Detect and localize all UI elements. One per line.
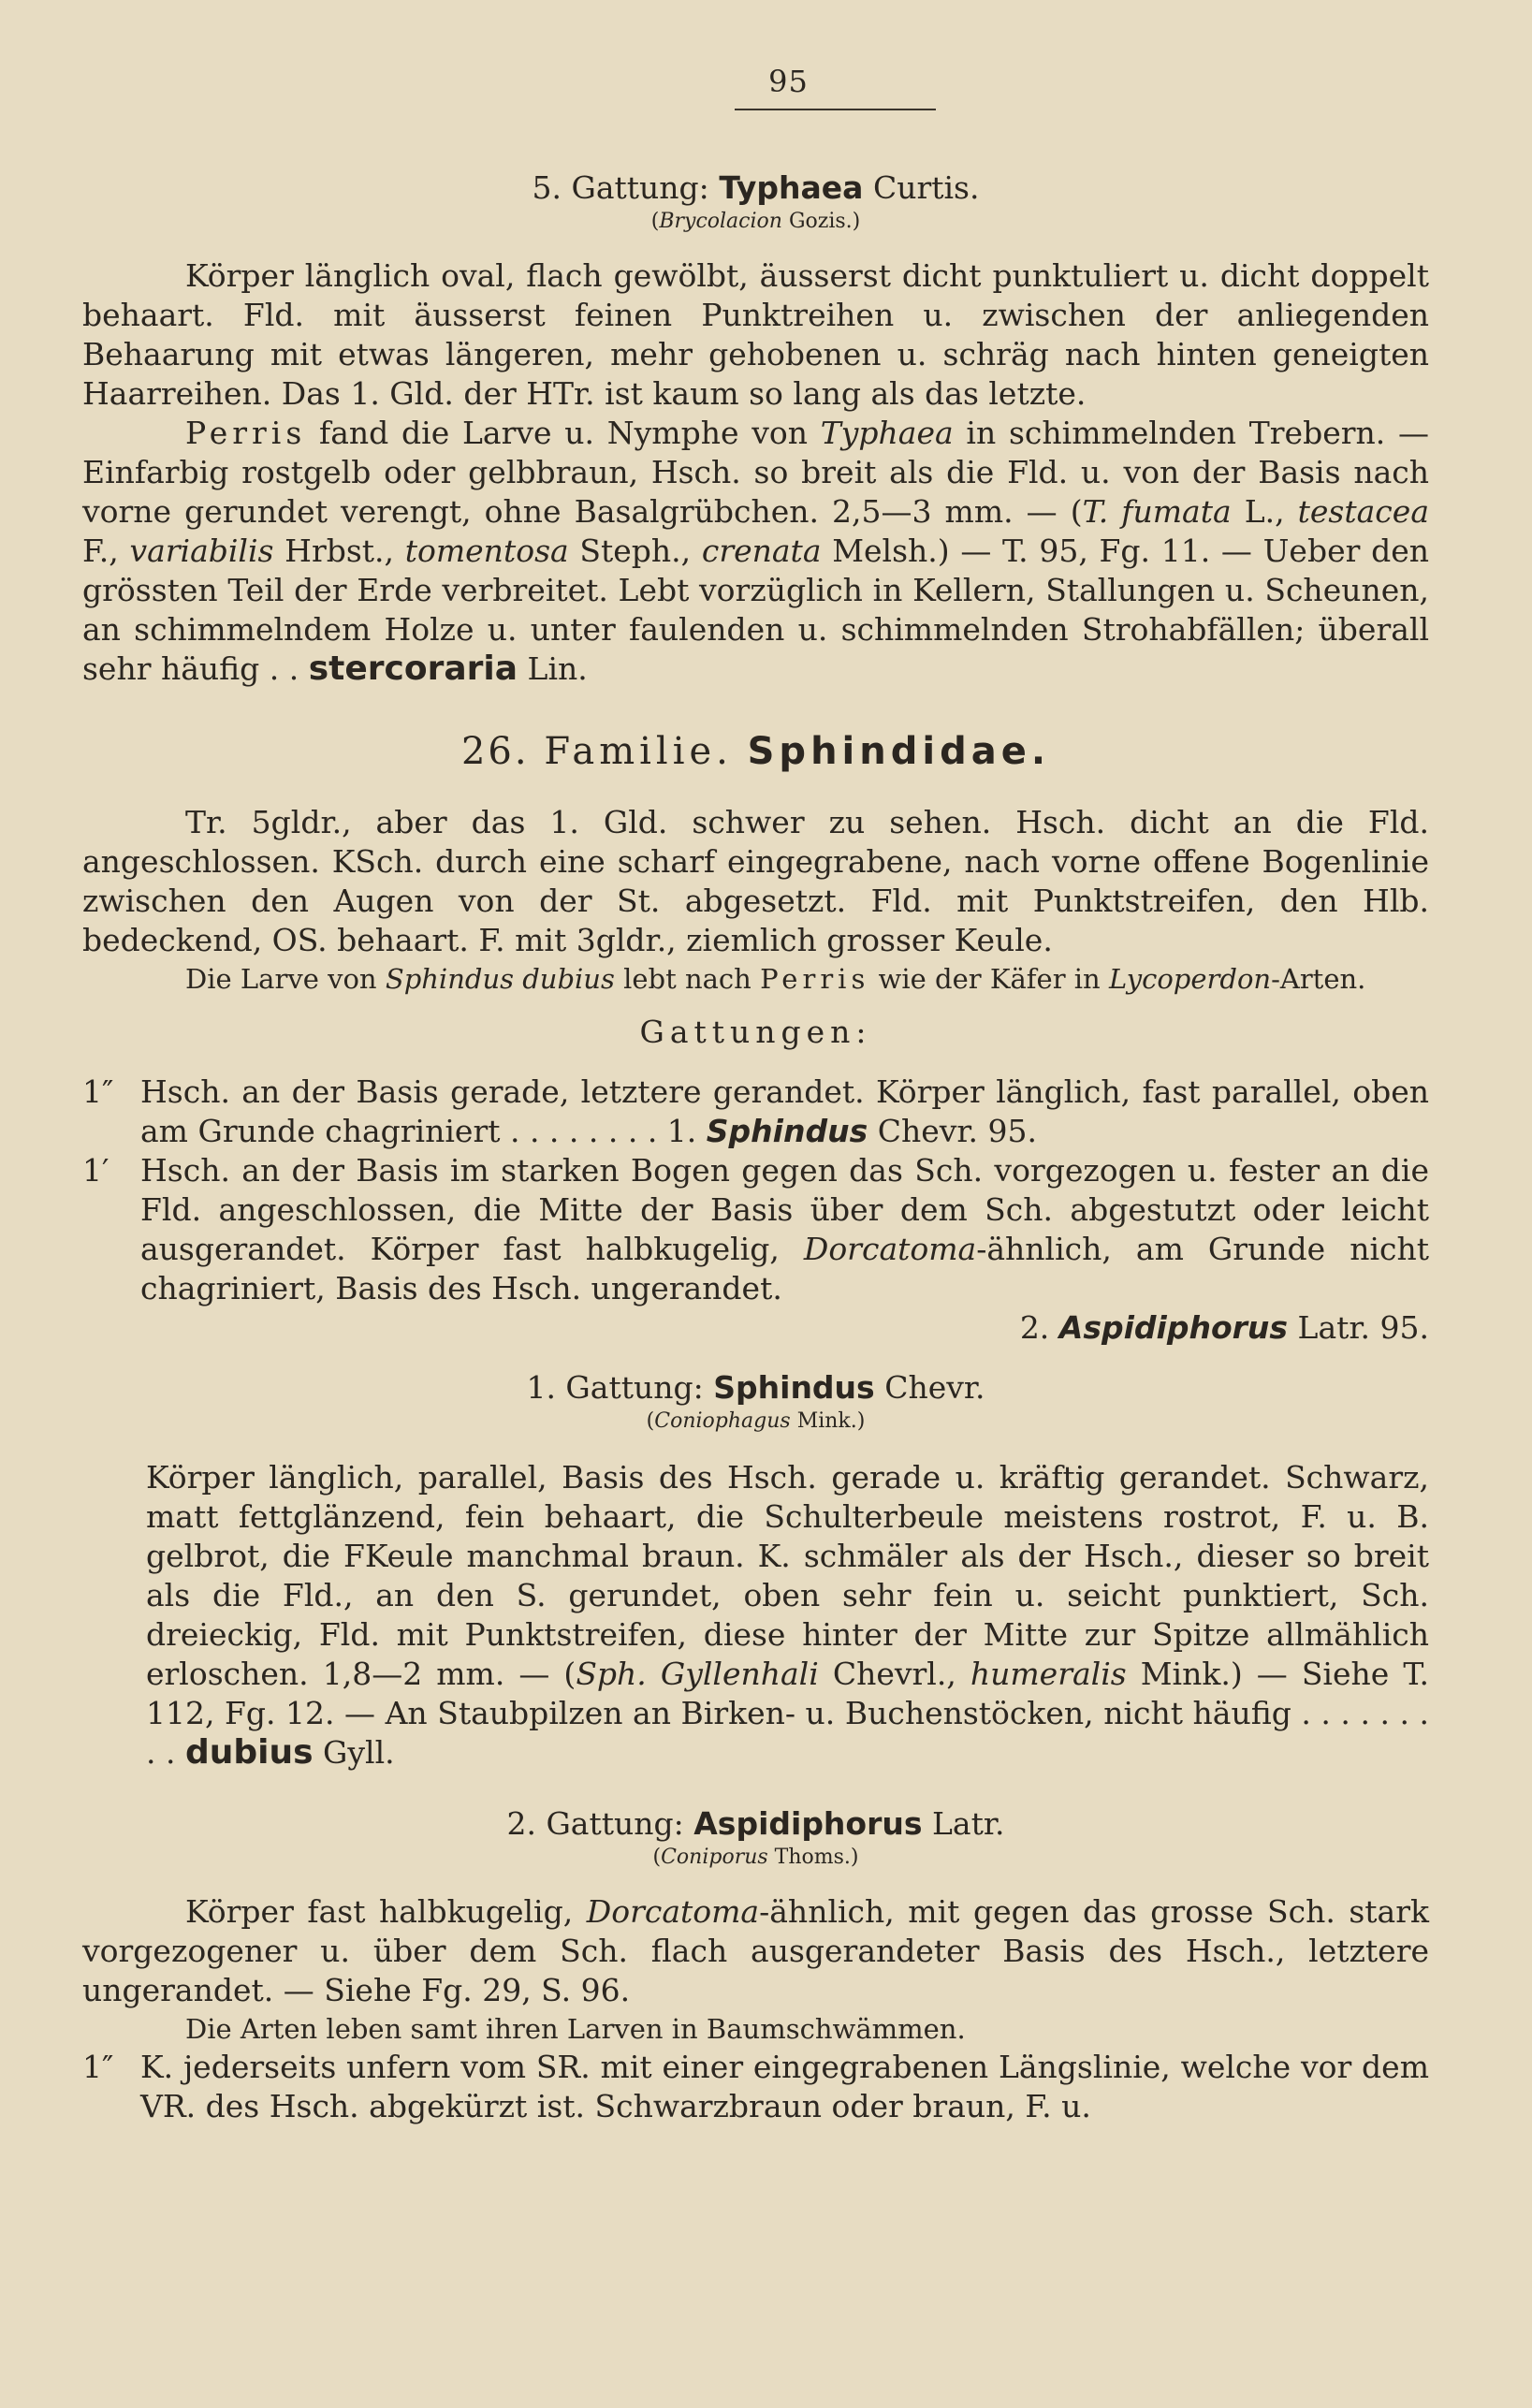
syn-open: ( <box>650 210 660 233</box>
family-description: Tr. 5gldr., aber das 1. Gld. schwer zu sehen. Hsch. dicht an die Fld. angeschlossen. KSch. durch eine scharf eingegrabene, nach vorne offene Bogenlinie zwischen den Augen von der St. abgesetzt. Fld. mit Punktstreifen, den Hlb. bedeckend, OS. behaart. F. mit 3gldr., ziemlich grosser Keule. <box>82 804 1429 958</box>
aspidiphorus-key-row <box>82 2048 1429 2126</box>
heading-prefix: 2. Gattung: <box>506 1805 684 1842</box>
key-mark: 1″ <box>82 2049 114 2085</box>
italic-genus: Dorcatoma <box>586 1893 760 1930</box>
genus-name: Aspidiphorus <box>693 1805 923 1842</box>
syn-open: ( <box>652 1846 662 1869</box>
text: fand die Larve u. Nymphe von <box>306 415 821 451</box>
family-number: 26. <box>460 730 530 773</box>
text: Mink.) — Siehe T. 112, Fg. 12. — An Staubpilzen an Birken- u. Buchenstöcken, nicht häufig . . . . . . . . . <box>146 1656 1429 1771</box>
text: Die Larve von <box>185 963 386 995</box>
text: Hsch. an der Basis im starken Bogen gegen das Sch. vorgezogen u. fester an die Fld. angeschlossen, die Mitte der Basis über dem Sch. abgestutzt oder leicht ausgerandet. Körper fast halbkugelig, <box>140 1152 1429 1267</box>
text: Hsch. an der Basis gerade, letztere gerandet. Körper länglich, fast parallel, oben am Grunde chagriniert . . . . . . . . 1. <box>140 1073 1429 1149</box>
key-genus-aspidiphorus: Aspidiphorus <box>1058 1309 1289 1346</box>
page-number: 95 <box>768 64 809 99</box>
sphindus-description <box>82 1458 1429 1773</box>
genus-author: Curtis. <box>872 169 980 206</box>
italic-genus: Lycoperdon <box>1108 963 1272 995</box>
synonym-name: Brycolacion <box>659 210 782 233</box>
key-genus-sphindus: Sphindus <box>706 1113 868 1149</box>
genus-heading-typhaea <box>82 168 1429 208</box>
key-text-end <box>140 1308 1429 1348</box>
key-text-body <box>140 1151 1429 1308</box>
family-label: Familie. <box>544 730 733 773</box>
family-larva-note <box>82 960 1429 998</box>
key-mark: 1″ <box>82 1073 114 1110</box>
synonym-name: Coniophagus <box>654 1409 791 1433</box>
text: L., <box>1231 493 1298 530</box>
key-author: Latr. 95. <box>1288 1309 1429 1346</box>
aspidiphorus-note: Die Arten leben samt ihren Larven in Baumschwämmen. <box>185 2013 966 2045</box>
genus-heading-sphindus <box>82 1368 1429 1408</box>
text: in schimmelnden Trebern. — Einfarbig rostgelb oder gelbbraun, Hsch. so breit als die Fld. u. von der Basis nach vorne gerundet verengt, ohne Basalgrübchen. 2,5—3 mm. — ( <box>82 415 1429 530</box>
synonym-author: Thoms.) <box>774 1846 859 1869</box>
syn-open: ( <box>646 1409 655 1433</box>
text: Körper fast halbkugelig, <box>185 1893 587 1930</box>
synonym-line <box>82 1844 1429 1872</box>
synonym: variabilis <box>129 533 274 569</box>
text: F., <box>82 533 130 569</box>
page-number-rule <box>735 109 936 110</box>
text: wie der Käfer in <box>869 963 1109 995</box>
key-row-2 <box>82 1151 1429 1348</box>
key-text <box>140 1073 1429 1151</box>
synonym-line <box>82 208 1429 236</box>
synonym: T. fumata <box>1082 493 1232 530</box>
italic-species: Sphindus dubius <box>385 963 615 995</box>
synonym-line <box>82 1408 1429 1436</box>
typhaea-description: Körper länglich oval, flach gewölbt, äusserst dicht punktuliert u. dicht doppelt behaart. Fld. mit äusserst feinen Punktreihen u. zwischen der anliegenden Behaarung mit etwas längeren, mehr gehobenen u. schräg nach hinten geneigten Haarreihen. Das 1. Gld. der HTr. ist kaum so lang als das letzte. <box>82 257 1429 412</box>
aspidiphorus-description <box>82 1892 1429 2010</box>
text: Chevrl., <box>818 1656 970 1692</box>
key-mark: 1′ <box>82 1152 109 1189</box>
typhaea-species-paragraph <box>82 414 1429 689</box>
genus-heading-aspidiphorus <box>82 1804 1429 1844</box>
species-author: Gyll. <box>313 1734 395 1771</box>
genus-name: Sphindus <box>713 1369 875 1406</box>
synonym: Sph. Gyllenhali <box>576 1656 819 1692</box>
text: -Arten. <box>1271 963 1366 995</box>
synonym: humeralis <box>970 1656 1127 1692</box>
key-author: Chevr. 95. <box>868 1113 1038 1149</box>
key-row-1 <box>82 1073 1429 1151</box>
text: 2. <box>1019 1309 1059 1346</box>
species-name: stercoraria <box>308 649 518 688</box>
genus-author: Chevr. <box>884 1369 985 1406</box>
synonym-name: Coniporus <box>661 1846 768 1869</box>
genus-author: Latr. <box>932 1805 1005 1842</box>
heading-prefix: 5. Gattung: <box>532 169 709 206</box>
text: Steph., <box>568 533 702 569</box>
author-perris: Perris <box>760 963 870 995</box>
synonym: testacea <box>1297 493 1429 530</box>
key-text: K. jederseits unfern vom SR. mit einer eingegrabenen Längslinie, welche vor dem VR. des Hsch. abgekürzt ist. Schwarzbraun oder braun, F. u. <box>140 2049 1429 2124</box>
key-text <box>140 1151 1429 1348</box>
text: lebt nach <box>614 963 761 995</box>
species-author: Lin. <box>518 650 588 687</box>
text: -ähnlich, am Grunde nicht chagriniert, Basis des Hsch. ungerandet. <box>140 1231 1430 1306</box>
synonym-author: Mink.) <box>796 1409 866 1433</box>
gattungen-label: Gattungen: <box>639 1014 872 1050</box>
family-heading <box>82 728 1429 775</box>
heading-prefix: 1. Gattung: <box>526 1369 704 1406</box>
italic-genus: Dorcatoma <box>803 1231 977 1267</box>
italic-genus: Typhaea <box>820 415 954 451</box>
synonym: tomentosa <box>404 533 569 569</box>
text: Melsh.) — T. 95, Fg. 11. — Ueber den grössten Teil der Erde verbreitet. Lebt vorzüglich in Kellern, Stallungen u. Scheunen, an schimmelndem Holze u. unter faulenden u. schimmelnden Strohabfällen; überall sehr häufig . . <box>82 533 1429 687</box>
text: -ähnlich, mit gegen das grosse Sch. stark vorgezogener u. über dem Sch. flach ausgerandeter Basis des Hsch., letztere ungerandet. — Siehe Fg. 29, S. 96. <box>82 1893 1429 2008</box>
species-name: dubius <box>184 1733 314 1772</box>
synonym-author: Gozis.) <box>788 210 861 233</box>
author-perris: Perris <box>185 415 307 451</box>
family-name: Sphindidae. <box>747 730 1051 773</box>
text: Hrbst., <box>273 533 405 569</box>
genus-name: Typhaea <box>719 169 864 206</box>
text: Körper länglich, parallel, Basis des Hsch. gerade u. kräftig gerandet. Schwarz, matt fettglänzend, fein behaart, die Schulterbeule meistens rostrot, F. u. B. gelbrot, die FKeule manchmal braun. K. schmäler als der Hsch., dieser so breit als die Fld., an den S. gerundet, oben sehr fein u. seicht punktiert, Sch. dreieckig, Fld. mit Punktstreifen, diese hinter der Mitte zur Spitze allmählich erloschen. 1,8—2 mm. — ( <box>146 1459 1429 1692</box>
synonym: crenata <box>701 533 822 569</box>
